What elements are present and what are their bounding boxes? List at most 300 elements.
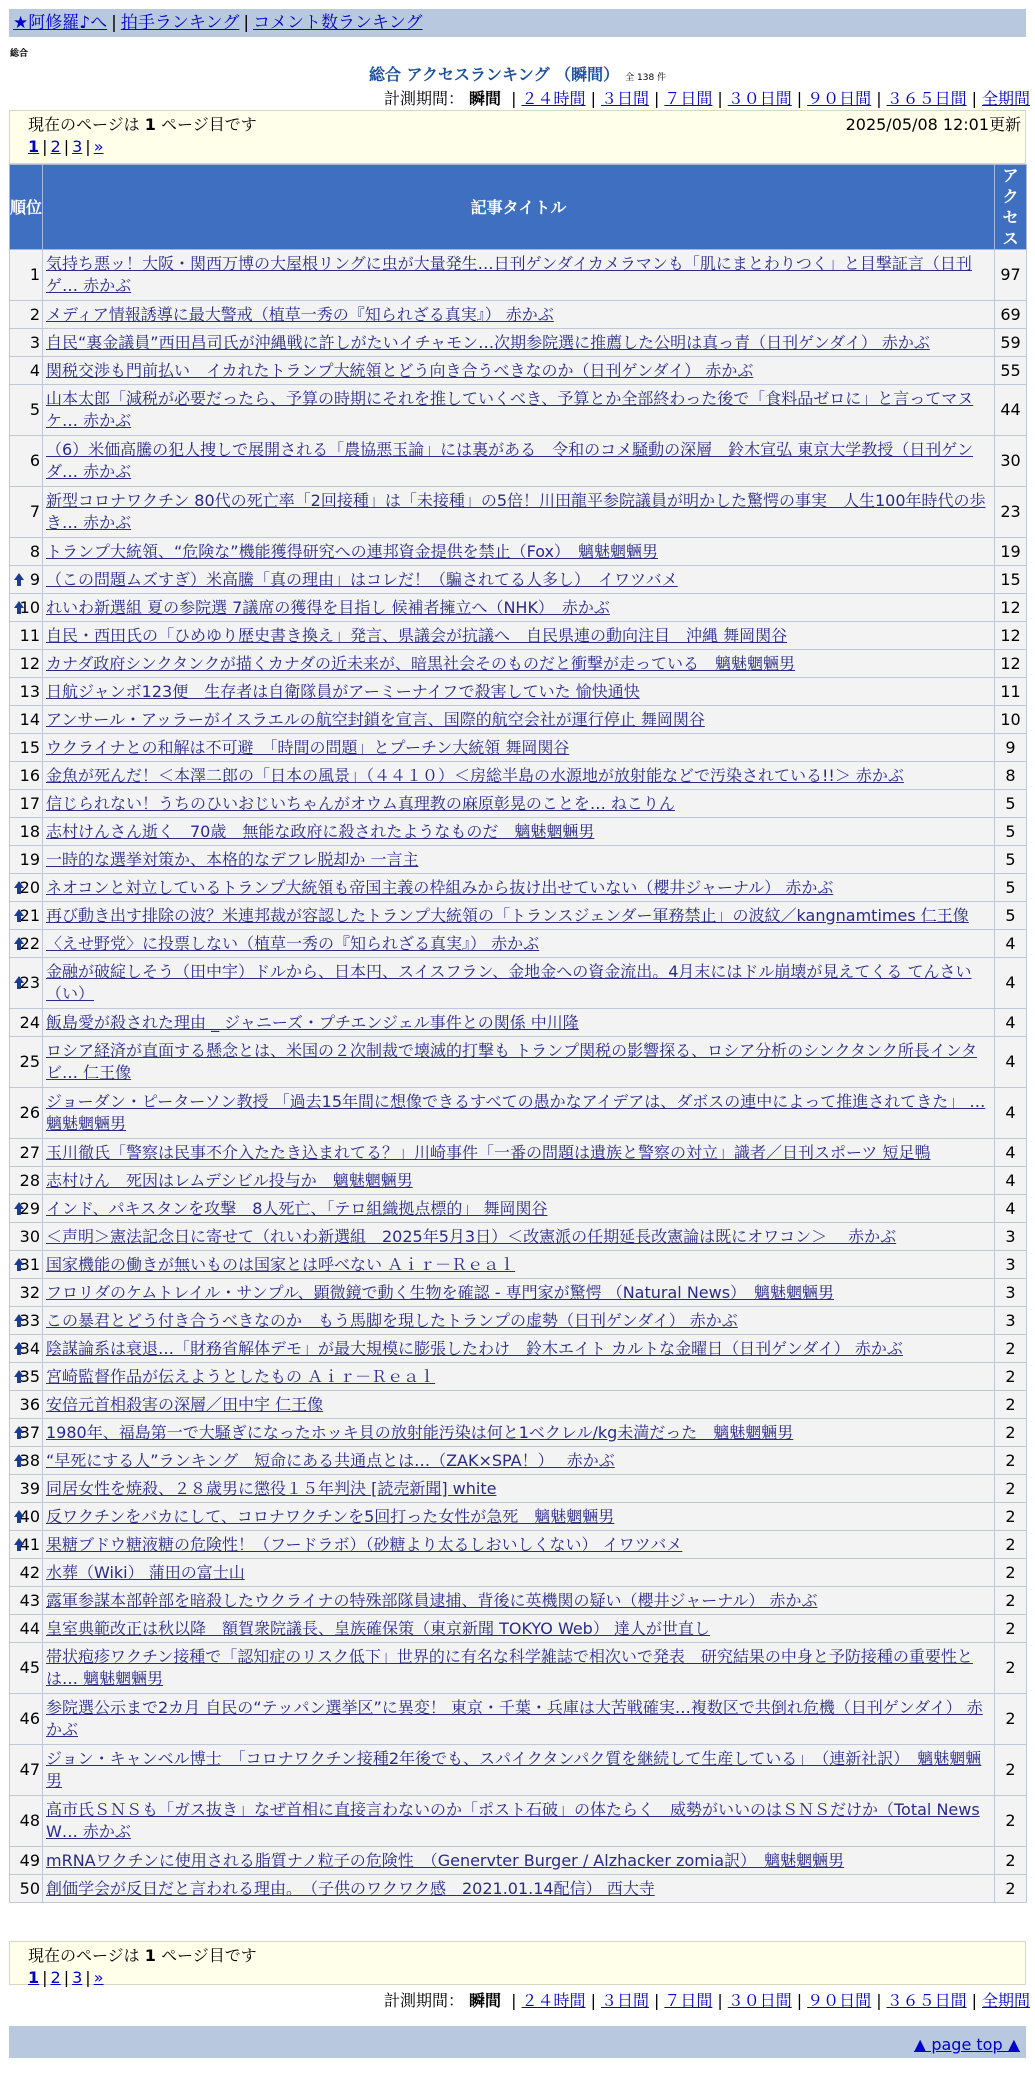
rank-cell bbox=[10, 902, 43, 930]
table-row bbox=[10, 1307, 1027, 1335]
title-cell bbox=[43, 958, 995, 1009]
rank-cell bbox=[10, 487, 43, 538]
rank-number: 18 bbox=[19, 821, 40, 841]
article-title-link[interactable]: 陰謀論系は衰退…「財務省解体デモ」が最大規模に膨張したわけ 鈴木エイト カルトな金曜日（日刊ゲンダイ） 赤かぶ bbox=[46, 1338, 903, 1358]
access-count: 4 bbox=[995, 1195, 1027, 1223]
period-separator: | bbox=[971, 89, 977, 108]
table-row bbox=[10, 1088, 1027, 1139]
period-link-4[interactable]: ９０日間 bbox=[807, 1991, 872, 2010]
rank-cell bbox=[10, 1088, 43, 1139]
article-title-link[interactable]: 志村けん 死因はレムデシビル投与か 魑魅魍魎男 bbox=[46, 1170, 413, 1190]
current-page-number: 1 bbox=[144, 1946, 156, 1965]
rank-number: 19 bbox=[19, 849, 40, 869]
title-cell bbox=[43, 1694, 995, 1745]
article-title-link[interactable]: （6）米価高騰の犯人捜しで展開される「農協悪玉論」には裏がある 令和のコメ騒動の深層 鈴木宣弘 東京大学教授（日刊ゲンダ… 赤かぶ bbox=[46, 440, 973, 481]
table-row bbox=[10, 790, 1027, 818]
ranking-table bbox=[9, 164, 1027, 1903]
article-title-link[interactable]: ジョン・キャンベル博士 「コロナワクチン接種2年後でも、スパイクタンパク質を継続して生産している」 （連新社訳） 魑魅魍魎男 bbox=[46, 1749, 982, 1790]
title-cell bbox=[43, 487, 995, 538]
period-separator: | bbox=[590, 1991, 596, 2010]
pager-separator: | bbox=[63, 137, 70, 156]
article-title-link[interactable]: ロシア経済が直面する懸念とは、米国の２次制裁で壊滅的打撃も トランプ関税の影響探る、ロシア分析のシンクタンク所長インタビ… 仁王像 bbox=[46, 1041, 978, 1082]
access-count: 10 bbox=[995, 706, 1027, 734]
pager-current[interactable]: 1 bbox=[28, 137, 40, 156]
article-title-link[interactable]: アンサール・アッラーがイスラエルの航空封鎖を宣言、国際的航空会社が運行停止 舞岡関谷 bbox=[46, 709, 705, 729]
article-title-link[interactable]: 露軍参謀本部幹部を暗殺したウクライナの特殊部隊員逮捕、背後に英機関の疑い（櫻井ジャーナル） 赤かぶ bbox=[46, 1590, 818, 1610]
title-cell bbox=[43, 1139, 995, 1167]
rank-number: 35 bbox=[19, 1366, 40, 1386]
rank-number: 15 bbox=[19, 737, 40, 757]
article-title-link[interactable]: 同居女性を焼殺、２８歳男に懲役１５年判決 [読売新聞] white bbox=[46, 1478, 497, 1498]
table-row bbox=[10, 538, 1027, 566]
article-title-link[interactable]: 一時的な選挙対策か、本格的なデフレ脱却か 一言主 bbox=[46, 849, 419, 869]
rank-number: 25 bbox=[19, 1052, 40, 1071]
title-cell bbox=[43, 538, 995, 566]
table-row bbox=[10, 1796, 1027, 1847]
rank-cell bbox=[10, 1615, 43, 1643]
rank-number: 1 bbox=[29, 265, 40, 284]
period-current: 瞬間 bbox=[469, 1991, 502, 2010]
table-row bbox=[10, 1419, 1027, 1447]
table-row bbox=[10, 1195, 1027, 1223]
title-cell bbox=[43, 1088, 995, 1139]
rank-number: 50 bbox=[19, 1878, 40, 1898]
article-title-link[interactable]: ジョーダン・ピーターソン教授 「過去15年間に想像できるすべての愚かなアイデアは、ダボスの連中によって推進されてきた」 … 魑魅魍魎男 bbox=[46, 1092, 986, 1133]
rank-number: 49 bbox=[19, 1850, 40, 1870]
rank-cell bbox=[10, 1587, 43, 1615]
period-separator: | bbox=[717, 89, 723, 108]
article-title-link[interactable]: 新型コロナワクチン 80代の死亡率「2回接種」は「未接種」の5倍！川田龍平参院議員が明かした驚愕の事実 人生100年時代の歩き… 赤かぶ bbox=[46, 491, 986, 532]
pager-bottom bbox=[28, 1967, 1021, 1989]
table-row bbox=[10, 250, 1027, 301]
rank-cell bbox=[10, 1279, 43, 1307]
title-cell bbox=[43, 1587, 995, 1615]
rank-number: 47 bbox=[19, 1760, 40, 1779]
title-cell bbox=[43, 1847, 995, 1875]
rank-number: 29 bbox=[19, 1198, 40, 1218]
article-title-link[interactable]: 信じられない！うちのひいおじいちゃんがオウム真理教の麻原彰晃のことを… ねこりん bbox=[46, 793, 675, 813]
pager-top bbox=[28, 136, 1021, 158]
article-title-link[interactable]: 果糖ブドウ糖液糖の危険性！（フードラボ）（砂糖より太るしおいしくない） イワツバメ bbox=[46, 1534, 683, 1554]
period-link-6[interactable]: 全期間 bbox=[981, 89, 1030, 108]
article-title-link[interactable]: 志村けんさん逝く 70歳 無能な政府に殺されたようなものだ 魑魅魍魎男 bbox=[46, 821, 595, 841]
rank-number: 24 bbox=[19, 1012, 40, 1032]
header-rank: 順位 bbox=[10, 165, 43, 250]
access-count: 97 bbox=[995, 250, 1027, 301]
access-count: 2 bbox=[995, 1391, 1027, 1419]
article-title-link[interactable]: 〈えせ野党〉に投票しない（植草一秀の『知られざる真実』） 赤かぶ bbox=[46, 933, 540, 953]
article-title-link[interactable]: トランプ大統領、“危険な”機能獲得研究への連邦資金提供を禁止（Fox） 魑魅魍魎男 bbox=[46, 541, 658, 561]
table-header-row bbox=[10, 165, 1027, 250]
rank-number: 2 bbox=[29, 304, 40, 324]
title-cell bbox=[43, 706, 995, 734]
rank-number: 5 bbox=[29, 400, 40, 419]
table-row bbox=[10, 1559, 1027, 1587]
title-cell bbox=[43, 1009, 995, 1037]
access-count: 69 bbox=[995, 301, 1027, 329]
period-separator: | bbox=[796, 1991, 803, 2010]
rank-cell bbox=[10, 874, 43, 902]
table-row bbox=[10, 1503, 1027, 1531]
ranking-table-body bbox=[10, 250, 1027, 1903]
period-selector-top bbox=[384, 86, 1030, 109]
title-cell bbox=[43, 1615, 995, 1643]
article-title-link[interactable]: 反ワクチンをバカにして、コロナワクチンを5回打った女性が急死 魑魅魍魎男 bbox=[46, 1506, 615, 1526]
article-title-link[interactable]: 高市氏ＳＮＳも「ガス抜き」なぜ首相に直接言わないのか「ポスト石破」の体たらく 威勢がいいのはＳＮＳだけか（Total News W… 赤かぶ bbox=[46, 1800, 980, 1841]
period-link-1[interactable]: ３日間 bbox=[600, 1991, 649, 2010]
rank-cell bbox=[10, 1475, 43, 1503]
home-link[interactable]: ★阿修羅♪へ bbox=[13, 13, 108, 33]
total-count: 全 138 件 bbox=[625, 73, 667, 83]
period-link-1[interactable]: ３日間 bbox=[600, 89, 649, 108]
access-count: 2 bbox=[995, 1745, 1027, 1796]
access-count: 55 bbox=[995, 357, 1027, 385]
pager-link-2[interactable]: 2 bbox=[50, 137, 61, 156]
access-count: 9 bbox=[995, 734, 1027, 762]
period-link-2[interactable]: ７日間 bbox=[664, 1991, 713, 2010]
table-row bbox=[10, 594, 1027, 622]
article-title-link[interactable]: 帯状疱疹ワクチン接種で「認知症のリスク低下」世界的に有名な科学雑誌で相次いで発表 研究結果の中身と予防接種の重要性とは… 魑魅魍魎男 bbox=[46, 1647, 973, 1688]
period-link-6[interactable]: 全期間 bbox=[981, 1991, 1030, 2010]
title-cell bbox=[43, 357, 995, 385]
access-count: 2 bbox=[995, 1875, 1027, 1903]
period-link-4[interactable]: ９０日間 bbox=[807, 89, 872, 108]
pager-separator: | bbox=[42, 1968, 48, 1987]
article-title-link[interactable]: 山本太郎「減税が必要だったら、予算の時期にそれを推していくべき、予算とか全部終わった後で「食料品ゼロに」と言ってマヌケ… 赤かぶ bbox=[46, 389, 974, 430]
article-title-link[interactable]: 安倍元首相殺害の深層／田中宇 仁王像 bbox=[46, 1394, 324, 1414]
table-row bbox=[10, 818, 1027, 846]
period-link-0[interactable]: ２４時間 bbox=[521, 89, 586, 108]
period-links bbox=[506, 1991, 1030, 2010]
pager-separator: | bbox=[42, 137, 48, 156]
title-cell bbox=[43, 930, 995, 958]
access-count: 2 bbox=[995, 1615, 1027, 1643]
access-count: 3 bbox=[995, 1279, 1027, 1307]
article-title-link[interactable]: 日航ジャンボ123便 生存者は自衛隊員がアーミーナイフで殺害していた 愉快通快 bbox=[46, 681, 640, 701]
article-title-link[interactable]: 関税交渉も門前払い イカれたトランプ大統領とどう向き合うべきなのか（日刊ゲンダイ） 赤かぶ bbox=[46, 360, 754, 380]
period-separator: | bbox=[717, 1991, 723, 2010]
article-title-link[interactable]: 国家機能の働きが無いものは国家とは呼べない Ａｉｒ－Ｒｅａｌ bbox=[46, 1254, 516, 1274]
rank-cell bbox=[10, 762, 43, 790]
article-title-link[interactable]: 金融が破綻しそう（田中宇）ドルから、日本円、スイスフラン、金地金への資金流出。4月末にはドル崩壊が見えてくる てんさい（い） bbox=[46, 962, 972, 1003]
rank-cell bbox=[10, 1251, 43, 1279]
rank-number: 26 bbox=[19, 1103, 40, 1122]
article-title-link[interactable]: ＜声明＞憲法記念日に寄せて（れいわ新選組 2025年5月3日）＜改憲派の任期延長改憲論は既にオワコン＞ 赤かぶ bbox=[46, 1226, 897, 1246]
rank-cell bbox=[10, 594, 43, 622]
rank-cell bbox=[10, 1223, 43, 1251]
article-title-link[interactable]: 宮崎監督作品が伝えようとしたもの Ａｉｒ－Ｒｅａｌ bbox=[46, 1366, 436, 1386]
title-cell bbox=[43, 1875, 995, 1903]
title-cell bbox=[43, 1447, 995, 1475]
access-count: 2 bbox=[995, 1796, 1027, 1847]
access-count: 5 bbox=[995, 846, 1027, 874]
rank-number: 21 bbox=[19, 905, 40, 925]
rank-cell bbox=[10, 250, 43, 301]
table-row bbox=[10, 1745, 1027, 1796]
title-cell bbox=[43, 1335, 995, 1363]
access-count: 44 bbox=[995, 385, 1027, 436]
table-row bbox=[10, 1037, 1027, 1088]
period-link-5[interactable]: ３６５日間 bbox=[886, 89, 967, 108]
table-row bbox=[10, 874, 1027, 902]
access-count: 2 bbox=[995, 1643, 1027, 1694]
article-title-link[interactable]: 玉川徹氏「警察は民事不介入たたき込まれてる？」川崎事件「一番の問題は遺族と警察の対立」識者／日刊スポーツ 短足鴨 bbox=[46, 1142, 931, 1162]
title-cell bbox=[43, 1037, 995, 1088]
rank-number: 9 bbox=[29, 569, 40, 589]
rank-number: 22 bbox=[19, 933, 40, 953]
title-cell bbox=[43, 1419, 995, 1447]
title-cell bbox=[43, 566, 995, 594]
access-count: 11 bbox=[995, 678, 1027, 706]
table-row bbox=[10, 650, 1027, 678]
nav-separator: | bbox=[243, 13, 250, 33]
title-cell bbox=[43, 1307, 995, 1335]
period-separator: | bbox=[590, 89, 596, 108]
table-row bbox=[10, 762, 1027, 790]
table-row bbox=[10, 1587, 1027, 1615]
rank-cell bbox=[10, 1531, 43, 1559]
period-link-5[interactable]: ３６５日間 bbox=[886, 1991, 967, 2010]
article-title-link[interactable]: 自民“裏金議員”西田昌司氏が沖縄戦に許しがたいイチャモン…次期参院選に推薦した公明は真っ青（日刊ゲンダイ） 赤かぶ bbox=[46, 332, 930, 352]
table-row bbox=[10, 487, 1027, 538]
article-title-link[interactable]: 1980年、福島第一で大騒ぎになったホッキ貝の放射能汚染は何と1ベクレル/kg未満だった 魑魅魍魎男 bbox=[46, 1422, 794, 1442]
rank-number: 17 bbox=[19, 793, 40, 813]
period-label: 計測期間： bbox=[383, 89, 464, 108]
access-count: 2 bbox=[995, 1531, 1027, 1559]
article-title-link[interactable]: 参院選公示まで2カ月 自民の“テッパン選挙区”に異変！ 東京・千葉・兵庫は大苦戦確実…複数区で共倒れ危機（日刊ゲンダイ） 赤かぶ bbox=[46, 1698, 983, 1739]
access-count: 3 bbox=[995, 1307, 1027, 1335]
page-status-top bbox=[9, 110, 1026, 164]
access-count: 4 bbox=[995, 1088, 1027, 1139]
access-count: 4 bbox=[995, 930, 1027, 958]
rank-number: 48 bbox=[19, 1811, 40, 1830]
clap-ranking-link[interactable]: 拍手ランキング bbox=[120, 13, 240, 33]
rank-number: 3 bbox=[29, 332, 40, 352]
rank-number: 27 bbox=[19, 1142, 40, 1162]
title-cell bbox=[43, 790, 995, 818]
table-row bbox=[10, 1139, 1027, 1167]
rank-cell bbox=[10, 385, 43, 436]
access-count: 4 bbox=[995, 1009, 1027, 1037]
period-link-0[interactable]: ２４時間 bbox=[521, 1991, 586, 2010]
period-link-3[interactable]: ３０日間 bbox=[727, 89, 792, 108]
period-label: 計測期間： bbox=[383, 1991, 464, 2010]
table-row bbox=[10, 301, 1027, 329]
rank-number: 8 bbox=[29, 541, 40, 561]
access-count: 8 bbox=[995, 762, 1027, 790]
access-count: 15 bbox=[995, 566, 1027, 594]
period-link-2[interactable]: ７日間 bbox=[664, 89, 713, 108]
rank-number: 14 bbox=[19, 709, 40, 729]
title-cell bbox=[43, 329, 995, 357]
article-title-link[interactable]: れいわ新選組 夏の参院選 7議席の獲得を目指し 候補者擁立へ（NHK） 赤かぶ bbox=[46, 597, 610, 617]
period-separator: | bbox=[876, 89, 882, 108]
rank-cell bbox=[10, 1009, 43, 1037]
access-count: 5 bbox=[995, 902, 1027, 930]
title-cell bbox=[43, 874, 995, 902]
table-row bbox=[10, 1875, 1027, 1903]
rank-cell bbox=[10, 790, 43, 818]
access-count: 2 bbox=[995, 1363, 1027, 1391]
article-title-link[interactable]: 金魚が死んだ！＜本澤二郎の「日本の風景」（４４１０）＜房総半島の水源地が放射能などで汚染されている!!＞ 赤かぶ bbox=[46, 765, 904, 785]
article-title-link[interactable]: メディア情報誘導に最大警戒（植草一秀の『知られざる真実』） 赤かぶ bbox=[46, 304, 554, 324]
rank-cell bbox=[10, 650, 43, 678]
title-cell bbox=[43, 1559, 995, 1587]
access-count: 30 bbox=[995, 436, 1027, 487]
title-cell bbox=[43, 1279, 995, 1307]
article-title-link[interactable]: この暴君とどう付き合うべきなのか もう馬脚を現したトランプの虚勢（日刊ゲンダイ） 赤かぶ bbox=[46, 1310, 738, 1330]
header-title: 記事タイトル bbox=[43, 165, 995, 250]
rank-number: 34 bbox=[19, 1338, 40, 1358]
period-separator: | bbox=[653, 1991, 660, 2010]
access-count: 4 bbox=[995, 1167, 1027, 1195]
rank-cell bbox=[10, 436, 43, 487]
period-separator: | bbox=[971, 1991, 977, 2010]
rank-number: 39 bbox=[19, 1478, 40, 1498]
rank-number: 33 bbox=[19, 1310, 40, 1330]
pager-link-3[interactable]: 3 bbox=[72, 1968, 83, 1987]
table-row bbox=[10, 1615, 1027, 1643]
pager-next[interactable]: » bbox=[93, 1968, 104, 1987]
page-top-link[interactable]: ▲ page top ▲ bbox=[913, 2035, 1020, 2054]
title-cell bbox=[43, 1251, 995, 1279]
article-title-link[interactable]: 飯島愛が殺された理由 _ ジャニーズ・プチエンジェル事件との関係 中川隆 bbox=[46, 1012, 579, 1032]
rank-cell bbox=[10, 818, 43, 846]
table-row bbox=[10, 902, 1027, 930]
access-count: 5 bbox=[995, 818, 1027, 846]
rank-number: 10 bbox=[19, 597, 40, 617]
period-link-3[interactable]: ３０日間 bbox=[727, 1991, 792, 2010]
rank-number: 32 bbox=[19, 1282, 40, 1302]
table-row bbox=[10, 734, 1027, 762]
article-title-link[interactable]: 気持ち悪ッ！大阪・関西万博の大屋根リングに虫が大量発生…日刊ゲンダイカメラマンも「肌にまとわりつく」と目撃証言（日刊ゲ… 赤かぶ bbox=[46, 254, 972, 295]
rank-cell bbox=[10, 1796, 43, 1847]
table-row bbox=[10, 329, 1027, 357]
table-row bbox=[10, 1009, 1027, 1037]
article-title-link[interactable]: ウクライナとの和解は不可避 「時間の問題」とプーチン大統領 舞岡関谷 bbox=[46, 737, 570, 757]
rank-number: 44 bbox=[19, 1618, 40, 1638]
table-row bbox=[10, 1223, 1027, 1251]
page-title bbox=[0, 62, 1035, 85]
article-title-link[interactable]: 創価学会が反日だと言われる理由。 （子供のワクワク感 2021.01.14配信） 西大寺 bbox=[46, 1878, 655, 1898]
article-title-link[interactable]: ネオコンと対立しているトランプ大統領も帝国主義の枠組みから抜け出せていない（櫻井ジャーナル） 赤かぶ bbox=[46, 877, 834, 897]
rank-number: 41 bbox=[19, 1534, 40, 1554]
table-row bbox=[10, 1847, 1027, 1875]
page-indicator: 現在のページは 1 ページ目です bbox=[28, 1946, 257, 1965]
article-title-link[interactable]: 再び動き出す排除の波？米連邦裁が容認したトランプ大統領の「トランスジェンダー軍務禁止」の波紋／kangnamtimes 仁王像 bbox=[46, 905, 969, 925]
rank-number: 36 bbox=[19, 1394, 40, 1414]
pager-next[interactable]: » bbox=[93, 137, 104, 156]
rank-number: 23 bbox=[19, 973, 40, 992]
rank-cell bbox=[10, 357, 43, 385]
title-cell bbox=[43, 385, 995, 436]
rank-number: 4 bbox=[29, 360, 40, 380]
period-links bbox=[506, 89, 1030, 108]
rank-number: 28 bbox=[19, 1170, 40, 1190]
title-cell bbox=[43, 762, 995, 790]
table-row bbox=[10, 385, 1027, 436]
rank-number: 37 bbox=[19, 1422, 40, 1442]
access-count: 4 bbox=[995, 1139, 1027, 1167]
current-page-number: 1 bbox=[144, 115, 156, 134]
access-count: 59 bbox=[995, 329, 1027, 357]
pager-link-3[interactable]: 3 bbox=[72, 137, 83, 156]
table-row bbox=[10, 622, 1027, 650]
article-title-link[interactable]: 皇室典範改正は秋以降 額賀衆院議長、皇族確保策（東京新聞 TOKYO Web） 達人が世直し bbox=[46, 1618, 710, 1638]
table-row bbox=[10, 958, 1027, 1009]
rank-cell bbox=[10, 1139, 43, 1167]
period-current: 瞬間 bbox=[469, 89, 502, 108]
article-title-link[interactable]: 水葬（Wiki） 蒲田の富士山 bbox=[46, 1562, 245, 1582]
table-row bbox=[10, 1167, 1027, 1195]
access-count: 2 bbox=[995, 1587, 1027, 1615]
access-count: 2 bbox=[995, 1447, 1027, 1475]
access-count: 23 bbox=[995, 487, 1027, 538]
title-cell bbox=[43, 1475, 995, 1503]
rank-cell bbox=[10, 301, 43, 329]
table-row bbox=[10, 1447, 1027, 1475]
rank-cell bbox=[10, 1694, 43, 1745]
title-cell bbox=[43, 1363, 995, 1391]
rank-cell bbox=[10, 566, 43, 594]
table-row bbox=[10, 1531, 1027, 1559]
table-row bbox=[10, 846, 1027, 874]
access-count: 12 bbox=[995, 594, 1027, 622]
title-cell bbox=[43, 734, 995, 762]
rank-number: 13 bbox=[19, 681, 40, 701]
rank-cell bbox=[10, 1503, 43, 1531]
article-title-link[interactable]: インド、パキスタンを攻撃 8人死亡、「テロ組織拠点標的」 舞岡関谷 bbox=[46, 1198, 548, 1218]
access-count: 2 bbox=[995, 1419, 1027, 1447]
title-cell bbox=[43, 1503, 995, 1531]
rank-number: 31 bbox=[19, 1254, 40, 1274]
access-count: 2 bbox=[995, 1559, 1027, 1587]
rank-number: 6 bbox=[29, 451, 40, 470]
rank-number: 45 bbox=[19, 1658, 40, 1677]
article-title-link[interactable]: 自民・西田氏の「ひめゆり歴史書き換え」発言、県議会が抗議へ 自民県連の動向注目 沖縄 舞岡関谷 bbox=[46, 625, 788, 645]
table-row bbox=[10, 566, 1027, 594]
comment-ranking-link[interactable]: コメント数ランキング bbox=[253, 13, 423, 33]
page-indicator: 現在のページは 1 ページ目です bbox=[28, 115, 257, 134]
rank-cell bbox=[10, 1335, 43, 1363]
rank-number: 42 bbox=[19, 1562, 40, 1582]
title-cell bbox=[43, 1195, 995, 1223]
rank-cell bbox=[10, 958, 43, 1009]
article-title-link[interactable]: フロリダのケムトレイル・サンプル、顕微鏡で動く生物を確認 - 専門家が驚愕 （Natural News） 魑魅魍魎男 bbox=[46, 1282, 835, 1302]
pager-link-2[interactable]: 2 bbox=[50, 1968, 61, 1987]
page-status-bottom bbox=[9, 1941, 1026, 1985]
title-cell bbox=[43, 622, 995, 650]
article-title-link[interactable]: カナダ政府シンクタンクが描くカナダの近未来が、暗黒社会そのものだと衝撃が走っている 魑魅魍魎男 bbox=[46, 653, 796, 673]
article-title-link[interactable]: mRNAワクチンに使用される脂質ナノ粒子の危険性 （Genervter Burger / Alzhacker zomia訳） 魑魅魍魎男 bbox=[46, 1850, 845, 1870]
header-access: アクセス bbox=[995, 165, 1027, 250]
article-title-link[interactable]: “早死にする人”ランキング 短命にある共通点とは…（ZAK×SPA！） 赤かぶ bbox=[46, 1450, 615, 1470]
pager-current[interactable]: 1 bbox=[28, 1968, 40, 1987]
article-title-link[interactable]: （この問題ムズすぎ）米高騰「真の理由」はコレだ！（騙されてる人多し） イワツバメ bbox=[46, 569, 678, 589]
period-separator: | bbox=[511, 1991, 517, 2010]
rank-cell bbox=[10, 1391, 43, 1419]
footer-bar bbox=[9, 2026, 1026, 2058]
access-count: 5 bbox=[995, 790, 1027, 818]
access-count: 2 bbox=[995, 1847, 1027, 1875]
rank-cell bbox=[10, 1559, 43, 1587]
access-count: 4 bbox=[995, 958, 1027, 1009]
title-cell bbox=[43, 594, 995, 622]
rank-cell bbox=[10, 329, 43, 357]
rank-number: 46 bbox=[19, 1709, 40, 1728]
title-cell bbox=[43, 846, 995, 874]
table-row bbox=[10, 678, 1027, 706]
